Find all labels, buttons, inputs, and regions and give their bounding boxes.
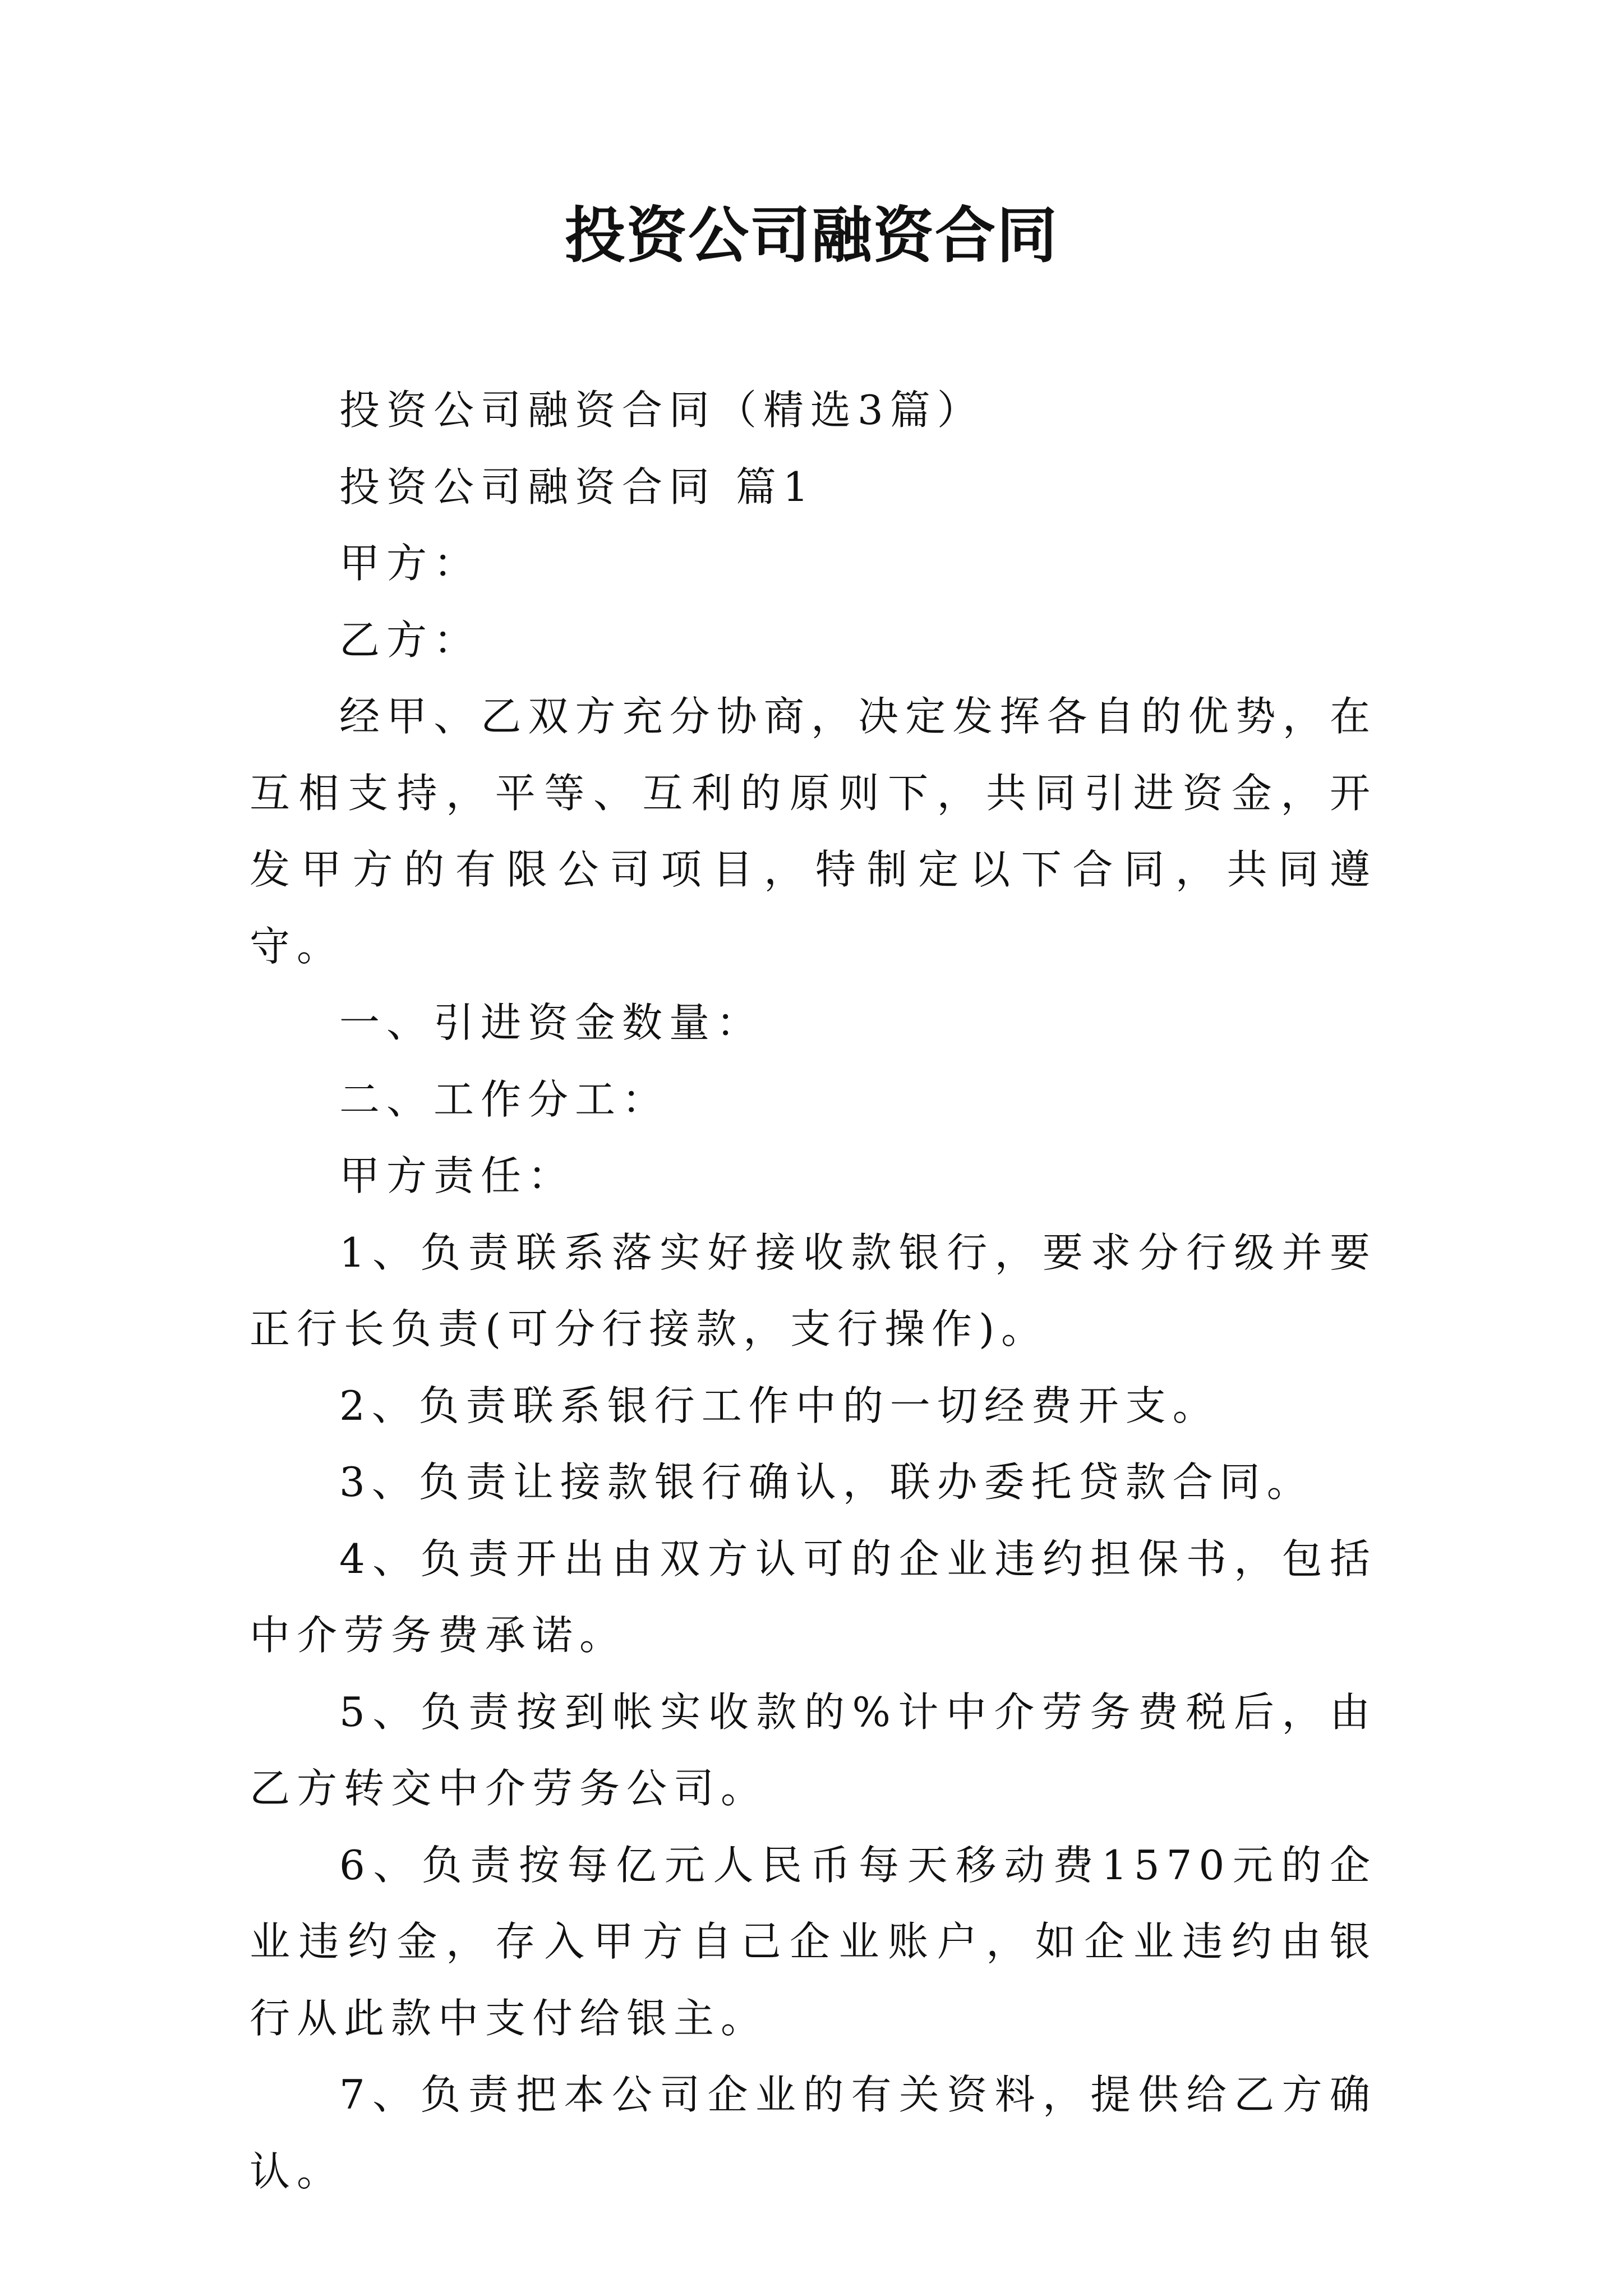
responsibility-item: 4、负责开出由双方认可的企业违约担保书，包括中介劳务费承诺。 [250,1535,1377,1659]
document-title: 投资公司融资合同 [564,200,1058,271]
document-body [250,372,1377,2210]
responsibility-item: 7、负责把本公司企业的有关资料，提供给乙方确认。 [250,2071,1377,2195]
party-b-label: 乙方： [339,616,481,664]
section-heading: 投资公司融资合同 篇1 [339,463,815,510]
party-a-label: 甲方： [339,540,481,587]
preamble-paragraph: 经甲、乙双方充分协商，决定发挥各自的优势，在互相支持，平等、互利的原则下，共同引进资金，开发甲方的有限公司项目，特制定以下合同，共同遵守。 [250,693,1377,970]
responsibility-item: 2、负责联系银行工作中的一切经费开支。 [339,1382,1220,1429]
responsibility-item: 3、负责让接款银行确认，联办委托贷款合同。 [339,1458,1314,1506]
party-a-responsibilities-heading: 甲方责任： [339,1152,575,1199]
responsibility-item: 5、负责按到帐实收款的%计中介劳务费税后，由乙方转交中介劳务公司。 [250,1688,1377,1812]
responsibility-item: 6、负责按每亿元人民币每天移动费1570元的企业违约金，存入甲方自己企业账户，如企业违约由银行从此款中支付给银主。 [250,1841,1377,2042]
responsibility-item: 1、负责联系落实好接收款银行，要求分行级并要正行长负责(可分行接款，支行操作)。 [250,1228,1377,1352]
clause-heading-1: 一、引进资金数量： [339,999,764,1046]
subtitle-paragraph: 投资公司融资合同（精选3篇） [339,386,984,434]
clause-heading-2: 二、工作分工： [339,1075,670,1123]
